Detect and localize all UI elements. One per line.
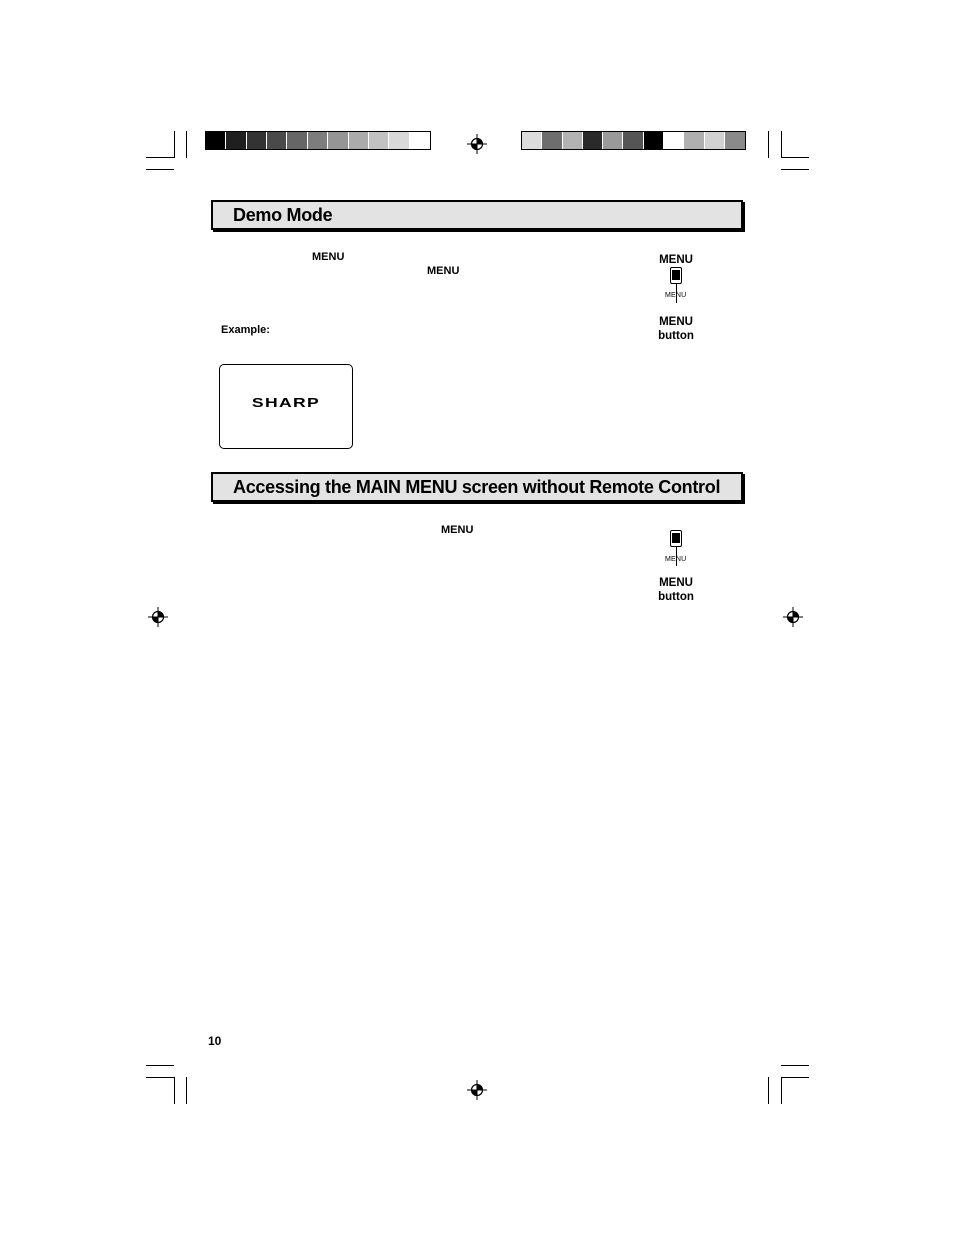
color-swatch	[226, 132, 246, 149]
menu-button-caption	[646, 315, 706, 343]
crop-mark	[146, 1065, 174, 1066]
color-swatch	[522, 132, 542, 149]
color-swatch	[369, 132, 389, 149]
menu-button-tiny-label: MENU	[665, 292, 687, 299]
menu-button-icon	[670, 530, 682, 547]
sharp-logo: SHARP	[251, 395, 321, 410]
color-swatch	[206, 132, 226, 149]
registration-mark-icon	[467, 1080, 487, 1100]
color-calibration-bar-right	[521, 131, 746, 150]
registration-mark-icon	[783, 607, 803, 627]
crop-mark	[781, 157, 809, 158]
example-screen	[219, 364, 353, 449]
menu-button-top-label: MENU	[659, 254, 693, 266]
color-swatch	[267, 132, 287, 149]
crop-mark	[186, 131, 187, 158]
menu-button-caption	[646, 576, 706, 604]
crop-mark	[781, 169, 809, 170]
page-number: 10	[208, 1034, 222, 1048]
color-swatch	[664, 132, 684, 149]
crop-mark	[781, 1077, 809, 1078]
color-swatch	[308, 132, 328, 149]
crop-mark	[146, 1077, 174, 1078]
color-swatch	[247, 132, 267, 149]
menu-button-caption-line2: button	[658, 591, 694, 603]
crop-mark	[146, 169, 174, 170]
inline-menu-label: MENU	[441, 524, 474, 536]
section-title-demo-mode: Demo Mode	[211, 200, 743, 230]
menu-button-tiny-label: MENU	[665, 556, 687, 563]
color-swatch	[287, 132, 307, 149]
color-swatch	[328, 132, 348, 149]
menu-button-caption-line1: MENU	[659, 316, 693, 328]
crop-mark	[768, 131, 769, 158]
section-title-access-main-menu: Accessing the MAIN MENU screen without Remote Control	[211, 472, 743, 502]
registration-mark-icon	[467, 134, 487, 154]
inline-menu-label: MENU	[427, 265, 460, 277]
registration-mark-icon	[148, 607, 168, 627]
color-swatch	[389, 132, 409, 149]
color-calibration-bar-left	[205, 131, 431, 150]
color-swatch	[583, 132, 603, 149]
crop-mark	[781, 1077, 782, 1104]
color-swatch	[563, 132, 583, 149]
color-swatch	[623, 132, 643, 149]
color-swatch	[705, 132, 725, 149]
crop-mark	[781, 131, 782, 158]
crop-mark	[146, 157, 174, 158]
menu-button-caption-line2: button	[658, 330, 694, 342]
color-swatch	[603, 132, 623, 149]
color-swatch	[725, 132, 745, 149]
color-swatch	[684, 132, 704, 149]
crop-mark	[781, 1065, 809, 1066]
crop-mark	[768, 1077, 769, 1104]
example-label: Example:	[221, 324, 270, 336]
color-swatch	[410, 132, 430, 149]
color-swatch	[644, 132, 664, 149]
menu-button-icon	[670, 267, 682, 284]
crop-mark	[174, 131, 175, 158]
color-swatch	[542, 132, 562, 149]
menu-button-caption-line1: MENU	[659, 577, 693, 589]
crop-mark	[186, 1077, 187, 1104]
crop-mark	[174, 1077, 175, 1104]
color-swatch	[349, 132, 369, 149]
inline-menu-label: MENU	[312, 251, 345, 263]
